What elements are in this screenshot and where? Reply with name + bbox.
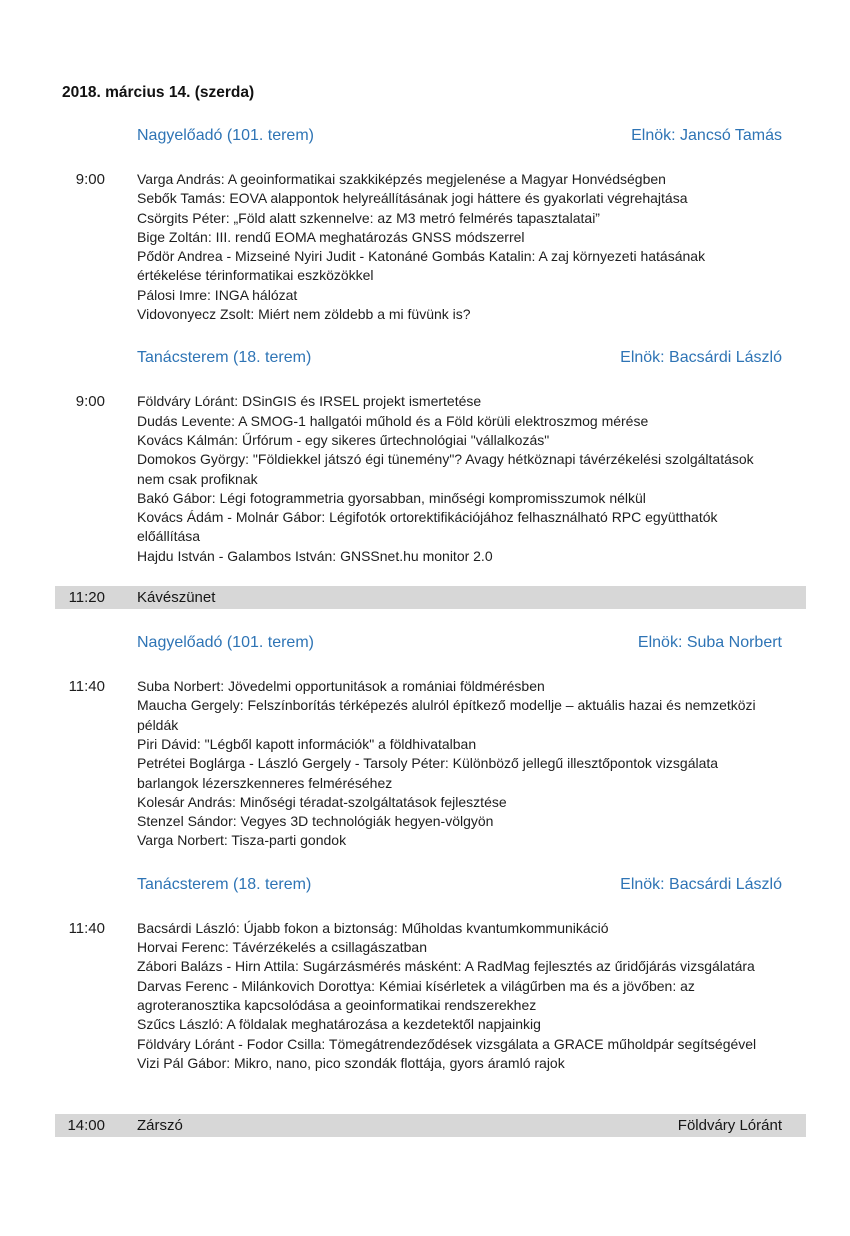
chair-label: Elnök: Bacsárdi László — [620, 349, 782, 367]
session-body — [62, 919, 782, 1073]
room-title: Tanácsterem (18. terem) — [137, 349, 312, 367]
session-block-tanacsterem-midday — [62, 875, 782, 1073]
talk-item: Horvai Ferenc: Távérzékelés a csillagászatban — [137, 939, 427, 956]
talk-item: Varga András: A geoinformatikai szakkiképzés megjelenése a Magyar Honvédségben — [137, 171, 666, 187]
time-label: 9:00 — [75, 171, 105, 188]
time-label: 9:00 — [75, 393, 105, 411]
talk-item: Sebők Tamás: EOVA alappontok helyreállításának jogi háttere és gyakorlati végrehajtása — [137, 190, 688, 207]
talk-item: Földváry Lóránt: DSinGIS és IRSEL projekt ismertetése — [137, 393, 482, 410]
break-row-coffee — [55, 586, 806, 609]
chair-label: Elnök: Suba Norbert — [637, 634, 782, 652]
talk-list — [137, 170, 767, 324]
talk-item: Domokos György: "Földiekkel játszó égi tünemény"? Avagy hétköznapi távérzékelési szolgáltatások nem csak profiknak — [137, 451, 754, 487]
talk-item: Darvas Ferenc - Milánkovich Dorottya: Kémiai kísérletek a világűrben ma és a jövőben: az agroteranosztika kapcsolódása a geoinformatikai rendszerekhez — [137, 977, 695, 1013]
talk-list — [137, 392, 767, 566]
talk-item: Földváry Lóránt - Fodor Csilla: Tömegátrendeződések vizsgálata a GRACE műholdpár segítségével — [137, 1035, 757, 1052]
talk-item: Varga Norbert: Tisza-parti gondok — [137, 832, 347, 849]
date-heading: 2018. március 14. (szerda) — [62, 84, 255, 101]
break-label: Zárszó — [137, 1117, 183, 1135]
talk-item: Kovács Kálmán: Űrfórum - egy sikeres űrtechnológiai "vállalkozás" — [137, 431, 550, 448]
session-header — [62, 633, 782, 653]
talk-list — [137, 919, 767, 1073]
room-title: Nagyelőadó (101. terem) — [137, 634, 314, 652]
time-label: 11:40 — [68, 919, 105, 937]
session-block-nagyeloado-midday — [62, 633, 782, 851]
talk-item: Bakó Gábor: Légi fotogrammetria gyorsabban, minőségi kompromisszumok nélkül — [137, 489, 646, 506]
talk-item: Suba Norbert: Jövedelmi opportunitások a romániai földmérésben — [137, 678, 545, 695]
talk-item: Maucha Gergely: Felszínborítás térképezés alulról építkező modellje – aktuális hazai és nemzetközi példák — [137, 697, 756, 733]
break-label: Kávészünet — [137, 589, 216, 607]
talk-item: Kolesár András: Minőségi téradat-szolgáltatások fejlesztése — [137, 793, 507, 810]
talk-item: Kovács Ádám - Molnár Gábor: Légifotók ortorektifikációjához felhasználható RPC együtthatók előállítása — [137, 509, 718, 545]
time-label: 14:00 — [67, 1117, 105, 1135]
talk-item: Petrétei Boglárga - László Gergely - Tarsoly Péter: Különböző jellegű illesztőpontok vizsgálata barlangok lézerszkenneres felméréséhez — [137, 755, 719, 791]
talk-item: Vizi Pál Gábor: Mikro, nano, pico szondák flottája, gyors áramló rajok — [137, 1054, 565, 1071]
session-body — [62, 677, 782, 851]
talk-item: Csörgits Péter: „Föld alatt szkennelve: az M3 metró felmérés tapasztalatai” — [137, 209, 600, 226]
talk-item: Vidovonyecz Zsolt: Miért nem zöldebb a mi füvünk is? — [137, 306, 471, 323]
talk-item: Zábori Balázs - Hirn Attila: Sugárzásmérés másként: A RadMag fejlesztés az űridőjárás vizsgálatára — [137, 958, 755, 975]
break-right-label: Földváry Lóránt — [677, 1117, 782, 1135]
talk-item: Pődör Andrea - Mizseiné Nyiri Judit - Katonáné Gombás Katalin: A zaj környezeti hatásának értékelése térinformatikai eszközökkel — [137, 248, 706, 284]
talk-item: Dudás Levente: A SMOG-1 hallgatói műhold és a Föld körüli elektroszmog mérése — [137, 412, 649, 429]
chair-label: Elnök: Bacsárdi László — [620, 875, 782, 893]
chair-label: Elnök: Jancsó Tamás — [631, 127, 782, 144]
session-block-nagyeloado-morning — [62, 126, 782, 324]
session-header — [62, 348, 782, 368]
time-label: 11:20 — [68, 589, 105, 607]
talk-item: Szűcs László: A földalak meghatározása a kezdetektől napjainkig — [137, 1016, 541, 1033]
talk-item: Stenzel Sándor: Vegyes 3D technológiák hegyen-völgyön — [137, 813, 494, 830]
room-title: Tanácsterem (18. terem) — [137, 875, 312, 893]
session-body — [62, 392, 782, 566]
talk-item: Pálosi Imre: INGA hálózat — [137, 286, 298, 303]
time-label: 11:40 — [68, 678, 105, 696]
talk-item: Hajdu István - Galambos István: GNSSnet.hu monitor 2.0 — [137, 547, 493, 564]
session-block-tanacsterem-morning — [62, 348, 782, 566]
talk-item: Piri Dávid: "Légből kapott információk" a földhivatalban — [137, 735, 477, 752]
session-header — [62, 875, 782, 895]
break-row-closing — [55, 1114, 806, 1137]
session-header — [62, 126, 782, 146]
room-title: Nagyelőadó (101. terem) — [137, 127, 314, 144]
session-body — [62, 170, 782, 324]
talk-item: Bige Zoltán: III. rendű EOMA meghatározás GNSS módszerrel — [137, 228, 525, 245]
talk-list — [137, 677, 767, 851]
talk-item: Bacsárdi László: Újabb fokon a biztonság: Műholdas kvantumkommunikáció — [137, 919, 609, 936]
